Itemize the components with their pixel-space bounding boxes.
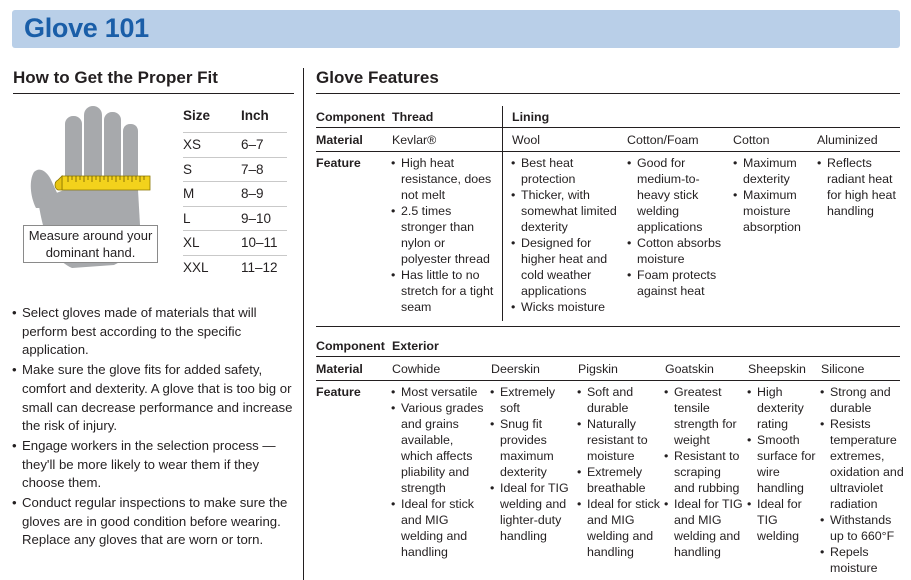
list-item: • Good for medium-to-heavy stick welding applications xyxy=(627,156,703,234)
tape-measure-icon xyxy=(55,176,150,190)
size-table-header xyxy=(183,108,287,132)
lining-header: Lining xyxy=(512,110,550,124)
bullet-icon: • xyxy=(12,305,17,320)
inch-cell: 6–7 xyxy=(241,137,264,153)
inch-cell: 8–9 xyxy=(241,186,264,202)
size-cell: S xyxy=(183,161,193,177)
material-label: Material xyxy=(316,362,363,376)
list-item: • Make sure the glove fits for added safety, comfort and dexterity. A glove that is too big or small can decrease performance and increase the risk of injury. xyxy=(12,362,293,434)
material-cell: Sheepskin xyxy=(748,362,806,376)
bullet-icon: • xyxy=(511,300,516,314)
list-item: • Most versatile xyxy=(391,385,478,399)
bullet-icon: • xyxy=(820,417,825,431)
size-cell: XL xyxy=(183,235,200,251)
measure-caption: Measure around your dominant hand. xyxy=(23,225,158,263)
size-cell: XS xyxy=(183,137,202,153)
list-item: • Various grades and grains available, which affects pliability and strength xyxy=(391,401,484,495)
feature-list xyxy=(490,384,574,544)
title-bar xyxy=(12,10,900,48)
material-cell: Pigskin xyxy=(578,362,618,376)
feature-list xyxy=(733,155,815,235)
size-table xyxy=(183,108,287,279)
features-heading-rule xyxy=(316,93,900,94)
feature-list xyxy=(817,155,901,219)
bullet-icon: • xyxy=(391,204,396,218)
material-cell: Silicone xyxy=(821,362,865,376)
bullet-icon: • xyxy=(391,156,396,170)
bullet-icon: • xyxy=(733,156,738,170)
inch-cell: 7–8 xyxy=(241,161,264,177)
list-item: • Best heat protection xyxy=(511,156,576,186)
material-cell: Cotton/Foam xyxy=(627,133,699,147)
list-item: • Reflects radiant heat for high heat handling xyxy=(817,156,896,218)
bullet-icon: • xyxy=(391,401,396,415)
bullet-icon: • xyxy=(747,385,752,399)
material-cell: Aluminized xyxy=(817,133,878,147)
list-item: • Ideal for TIG welding and lighter-duty handling xyxy=(490,481,569,543)
list-item: • Maximum moisture absorption xyxy=(733,188,801,234)
table-row xyxy=(183,206,287,231)
component-label: Component xyxy=(316,110,385,124)
list-item: • Ideal for TIG and MIG welding and handling xyxy=(664,497,743,559)
material-cell: Deerskin xyxy=(491,362,540,376)
list-item: • Strong and durable xyxy=(820,385,891,415)
list-item: • Soft and durable xyxy=(577,385,634,415)
list-item: • Designed for higher heat and cold weather applications xyxy=(511,236,608,298)
fit-heading-rule xyxy=(13,93,294,94)
material-cell: Wool xyxy=(512,133,541,147)
list-item: • Select gloves made of materials that will perform best according to the specific application. xyxy=(12,305,257,358)
bullet-icon: • xyxy=(627,236,632,250)
upper-header-rule xyxy=(316,127,900,128)
bullet-icon: • xyxy=(577,417,582,431)
list-item: • Smooth surface for wire handling xyxy=(747,433,816,495)
bullet-icon: • xyxy=(577,465,582,479)
bullet-icon: • xyxy=(747,433,752,447)
exterior-header: Exterior xyxy=(392,339,439,353)
list-item: • Maximum dexterity xyxy=(733,156,797,186)
bullet-icon: • xyxy=(511,236,516,250)
section-divider xyxy=(303,68,304,580)
list-item: • Resists temperature extremes, oxidation and ultraviolet radiation xyxy=(820,417,904,511)
table-row xyxy=(183,157,287,182)
bullet-icon: • xyxy=(820,385,825,399)
material-cell: Kevlar® xyxy=(392,133,437,147)
page-title: Glove 101 xyxy=(24,13,149,43)
material-cell: Goatskin xyxy=(665,362,714,376)
bullet-icon: • xyxy=(490,385,495,399)
feature-list xyxy=(627,155,727,299)
features-heading: Glove Features xyxy=(316,68,439,87)
list-item: • Engage workers in the selection process — they'll be more likely to wear them if they choose them. xyxy=(12,437,276,491)
bullet-icon: • xyxy=(627,156,632,170)
bullet-icon: • xyxy=(733,188,738,202)
table-row xyxy=(183,230,287,255)
material-label: Material xyxy=(316,133,363,147)
list-item: • 2.5 times stronger than nylon or polyester thread xyxy=(391,204,490,266)
bullet-icon: • xyxy=(490,481,495,495)
feature-label: Feature xyxy=(316,385,361,399)
list-item: • Cotton absorbs moisture xyxy=(627,236,722,266)
material-cell: Cotton xyxy=(733,133,770,147)
list-item: • Resistant to scraping and rubbing xyxy=(664,449,740,495)
bullet-icon: • xyxy=(490,417,495,431)
bullet-icon: • xyxy=(511,156,516,170)
bullet-icon: • xyxy=(820,545,825,559)
bullet-icon: • xyxy=(577,385,582,399)
thread-header: Thread xyxy=(392,110,434,124)
bullet-icon: • xyxy=(577,497,582,511)
size-header: Size xyxy=(183,108,211,123)
table-row xyxy=(183,255,287,280)
component-label: Component xyxy=(316,339,385,353)
bullet-icon: • xyxy=(391,497,396,511)
list-item: • Naturally resistant to moisture xyxy=(577,417,648,463)
list-item: • Thicker, with somewhat limited dexterity xyxy=(511,188,617,234)
feature-list xyxy=(511,155,617,315)
size-cell: XXL xyxy=(183,259,209,275)
size-cell: M xyxy=(183,186,195,202)
bullet-icon: • xyxy=(817,156,822,170)
list-item: • Has little to no stretch for a tight seam xyxy=(391,268,494,314)
list-item: • Extremely soft xyxy=(490,385,556,415)
list-item: • Repels moisture xyxy=(820,545,878,575)
feature-list xyxy=(820,384,904,576)
material-cell: Cowhide xyxy=(392,362,441,376)
list-item: • Foam protects against heat xyxy=(627,268,717,298)
thread-lining-divider xyxy=(502,106,503,321)
list-item: • High heat resistance, does not melt xyxy=(391,156,492,202)
list-item: • Extremely breathable xyxy=(577,465,646,495)
bullet-icon: • xyxy=(12,437,17,453)
feature-list xyxy=(747,384,817,544)
bullet-icon: • xyxy=(664,497,669,511)
table-row xyxy=(183,181,287,206)
inch-cell: 10–11 xyxy=(241,235,278,251)
bullet-icon: • xyxy=(12,495,17,511)
list-item: • Conduct regular inspections to make sure the gloves are in good condition before wearing. Replace any gloves that are worn or torn. xyxy=(12,495,288,548)
upper-material-rule xyxy=(316,151,900,152)
feature-list xyxy=(577,384,661,560)
list-item: • Wicks moisture xyxy=(511,300,605,314)
inch-header: Inch xyxy=(241,108,269,123)
bullet-icon: • xyxy=(391,268,396,282)
feature-label: Feature xyxy=(316,156,361,170)
feature-list xyxy=(391,155,495,315)
bullet-icon: • xyxy=(820,513,825,527)
bullet-icon: • xyxy=(391,385,396,399)
inch-cell: 11–12 xyxy=(241,259,278,275)
inch-cell: 9–10 xyxy=(241,210,272,226)
bullet-icon: • xyxy=(664,385,669,399)
list-item: • Greatest tensile strength for weight xyxy=(664,385,737,447)
fit-tips-list xyxy=(12,304,297,551)
bullet-icon: • xyxy=(664,449,669,463)
feature-list xyxy=(391,384,487,560)
bullet-icon: • xyxy=(627,268,632,282)
list-item: • Ideal for stick and MIG welding and handling xyxy=(391,497,474,559)
feature-list xyxy=(664,384,744,560)
fit-heading: How to Get the Proper Fit xyxy=(13,68,218,87)
list-item: • Ideal for TIG welding xyxy=(747,497,802,543)
bullet-icon: • xyxy=(511,188,516,202)
list-item: • Snug fit provides maximum dexterity xyxy=(490,417,554,479)
lower-material-rule xyxy=(316,380,900,381)
table-row xyxy=(183,132,287,157)
list-item: • Withstands up to 660°F xyxy=(820,513,895,543)
lower-header-rule xyxy=(316,356,900,357)
list-item: • High dexterity rating xyxy=(747,385,804,431)
bullet-icon: • xyxy=(747,497,752,511)
lower-top-rule xyxy=(316,326,900,327)
list-item: • Ideal for stick and MIG welding and handling xyxy=(577,497,660,559)
size-cell: L xyxy=(183,210,191,226)
bullet-icon: • xyxy=(12,362,17,378)
